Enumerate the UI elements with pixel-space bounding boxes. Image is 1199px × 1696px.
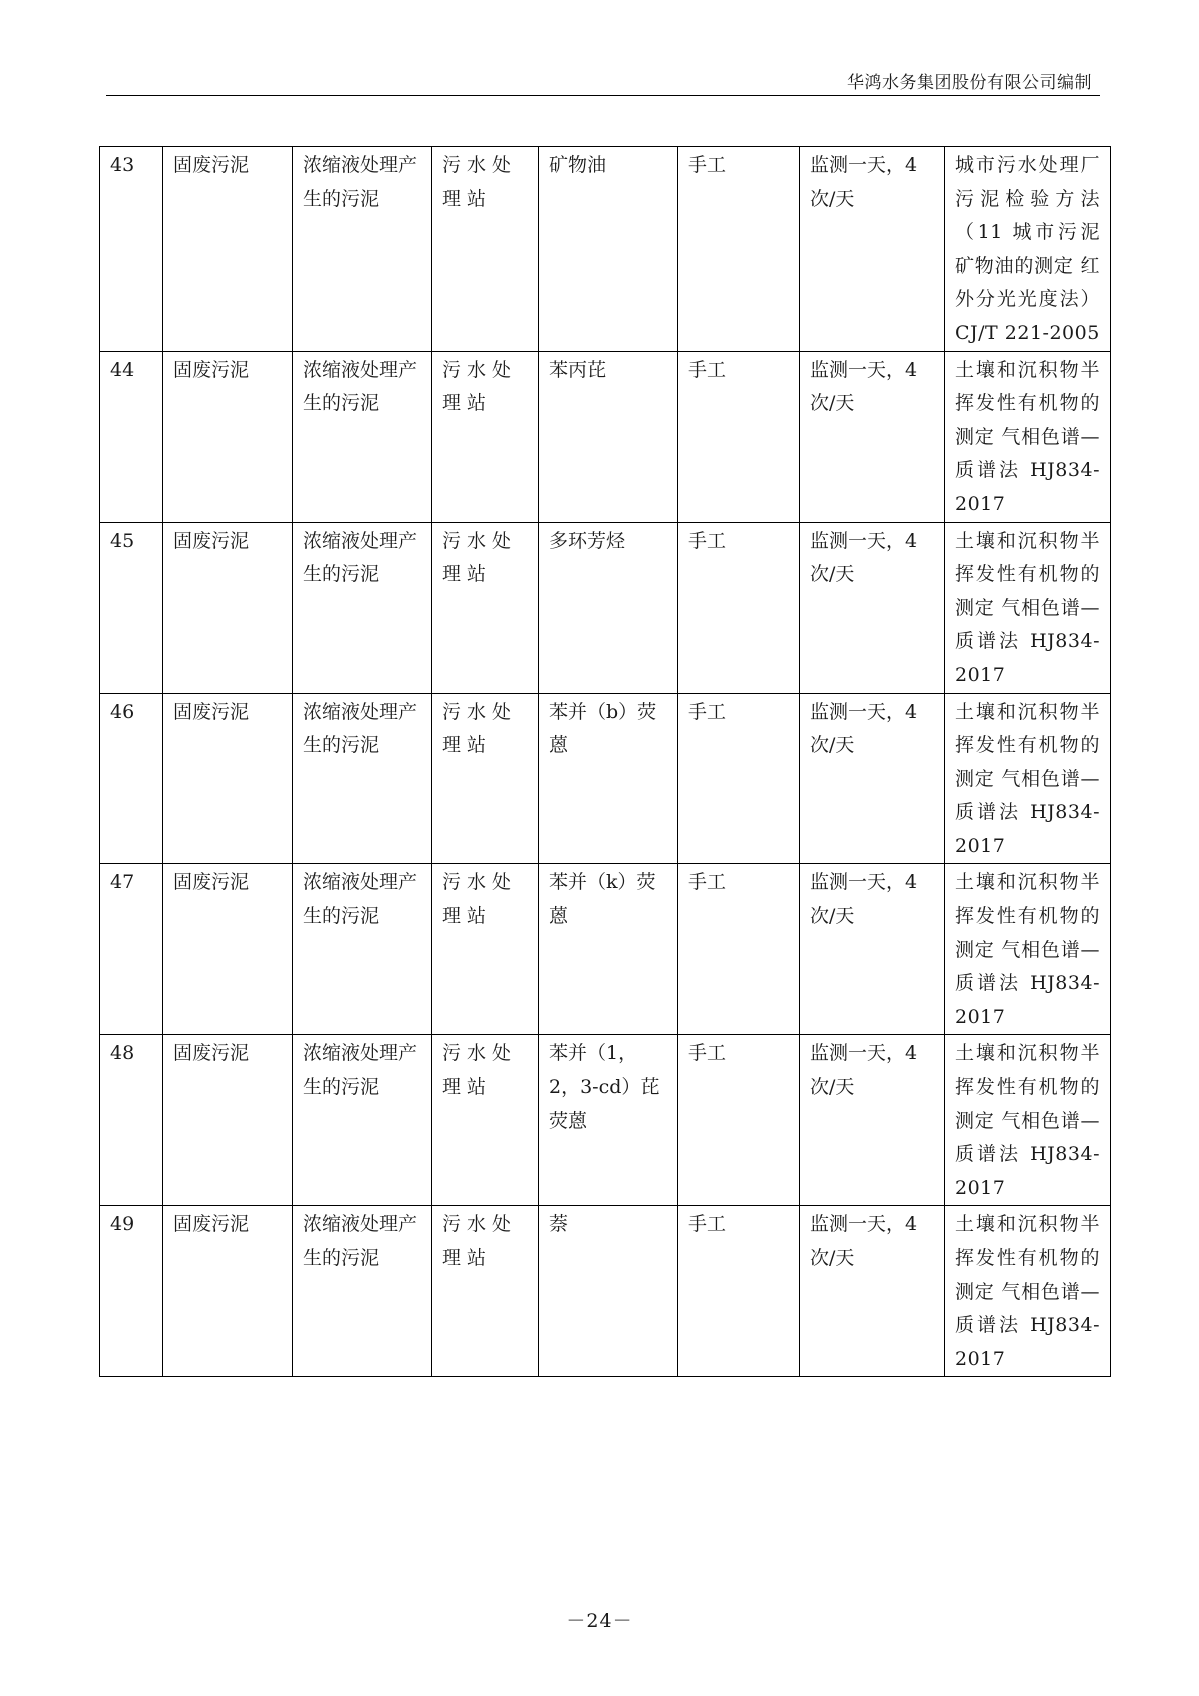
cell-monitoring-mode: 手工: [678, 1035, 800, 1206]
cell-method: 土壤和沉积物半挥发性有机物的测定 气相色谱—质谱法 HJ834-2017: [945, 1035, 1111, 1206]
cell-frequency: 监测一天，4次/天: [800, 1035, 945, 1206]
cell-category: 固废污泥: [163, 1206, 293, 1377]
cell-location: 污水处理站: [432, 1206, 539, 1377]
page-number: －24－: [566, 1610, 633, 1632]
table-body: [100, 147, 1111, 1377]
cell-location: 污水处理站: [432, 693, 539, 864]
document-header-company: 华鸿水务集团股份有限公司编制: [847, 73, 1092, 93]
cell-source: 浓缩液处理产生的污泥: [293, 351, 432, 522]
cell-method: 土壤和沉积物半挥发性有机物的测定 气相色谱—质谱法 HJ834-2017: [945, 351, 1111, 522]
cell-frequency: 监测一天，4次/天: [800, 693, 945, 864]
cell-frequency: 监测一天，4次/天: [800, 864, 945, 1035]
cell-location: 污水处理站: [432, 351, 539, 522]
monitoring-table: [99, 146, 1111, 1377]
cell-monitoring-item: 苯并（1，2，3-cd）芘荧蒽: [539, 1035, 678, 1206]
cell-monitoring-item: 苯并（b）荧蒽: [539, 693, 678, 864]
cell-monitoring-mode: 手工: [678, 693, 800, 864]
cell-category: 固废污泥: [163, 522, 293, 693]
cell-location: 污水处理站: [432, 864, 539, 1035]
table-row: [100, 864, 1111, 1035]
cell-frequency: 监测一天，4次/天: [800, 1206, 945, 1377]
cell-monitoring-item: 苯并（k）荧蒽: [539, 864, 678, 1035]
cell-number: 46: [100, 693, 163, 864]
cell-category: 固废污泥: [163, 693, 293, 864]
table-row: [100, 147, 1111, 352]
cell-location: 污水处理站: [432, 522, 539, 693]
cell-source: 浓缩液处理产生的污泥: [293, 864, 432, 1035]
header-divider: [106, 95, 1100, 96]
table-row: [100, 693, 1111, 864]
cell-category: 固废污泥: [163, 351, 293, 522]
cell-source: 浓缩液处理产生的污泥: [293, 1206, 432, 1377]
cell-method: 土壤和沉积物半挥发性有机物的测定 气相色谱—质谱法 HJ834-2017: [945, 693, 1111, 864]
cell-monitoring-mode: 手工: [678, 864, 800, 1035]
cell-monitoring-mode: 手工: [678, 351, 800, 522]
cell-frequency: 监测一天，4次/天: [800, 147, 945, 352]
cell-number: 47: [100, 864, 163, 1035]
cell-number: 48: [100, 1035, 163, 1206]
table-row: [100, 522, 1111, 693]
cell-monitoring-item: 矿物油: [539, 147, 678, 352]
cell-monitoring-mode: 手工: [678, 1206, 800, 1377]
cell-number: 44: [100, 351, 163, 522]
cell-source: 浓缩液处理产生的污泥: [293, 522, 432, 693]
cell-source: 浓缩液处理产生的污泥: [293, 1035, 432, 1206]
table-row: [100, 1035, 1111, 1206]
cell-monitoring-item: 多环芳烃: [539, 522, 678, 693]
cell-method: 土壤和沉积物半挥发性有机物的测定 气相色谱—质谱法 HJ834-2017: [945, 522, 1111, 693]
cell-number: 43: [100, 147, 163, 352]
cell-method: 土壤和沉积物半挥发性有机物的测定 气相色谱—质谱法 HJ834-2017: [945, 1206, 1111, 1377]
cell-monitoring-item: 萘: [539, 1206, 678, 1377]
cell-frequency: 监测一天，4次/天: [800, 522, 945, 693]
cell-location: 污水处理站: [432, 1035, 539, 1206]
cell-number: 49: [100, 1206, 163, 1377]
cell-source: 浓缩液处理产生的污泥: [293, 147, 432, 352]
cell-source: 浓缩液处理产生的污泥: [293, 693, 432, 864]
cell-category: 固废污泥: [163, 864, 293, 1035]
cell-method: 土壤和沉积物半挥发性有机物的测定 气相色谱—质谱法 HJ834-2017: [945, 864, 1111, 1035]
cell-category: 固废污泥: [163, 147, 293, 352]
cell-frequency: 监测一天，4次/天: [800, 351, 945, 522]
cell-location: 污水处理站: [432, 147, 539, 352]
cell-monitoring-mode: 手工: [678, 147, 800, 352]
cell-monitoring-mode: 手工: [678, 522, 800, 693]
table-row: [100, 1206, 1111, 1377]
cell-number: 45: [100, 522, 163, 693]
cell-monitoring-item: 苯丙芘: [539, 351, 678, 522]
cell-method: 城市污水处理厂污泥检验方法（11 城市污泥 矿物油的测定 红外分光光度法）CJ/T 221-2005: [945, 147, 1111, 352]
table-row: [100, 351, 1111, 522]
cell-category: 固废污泥: [163, 1035, 293, 1206]
